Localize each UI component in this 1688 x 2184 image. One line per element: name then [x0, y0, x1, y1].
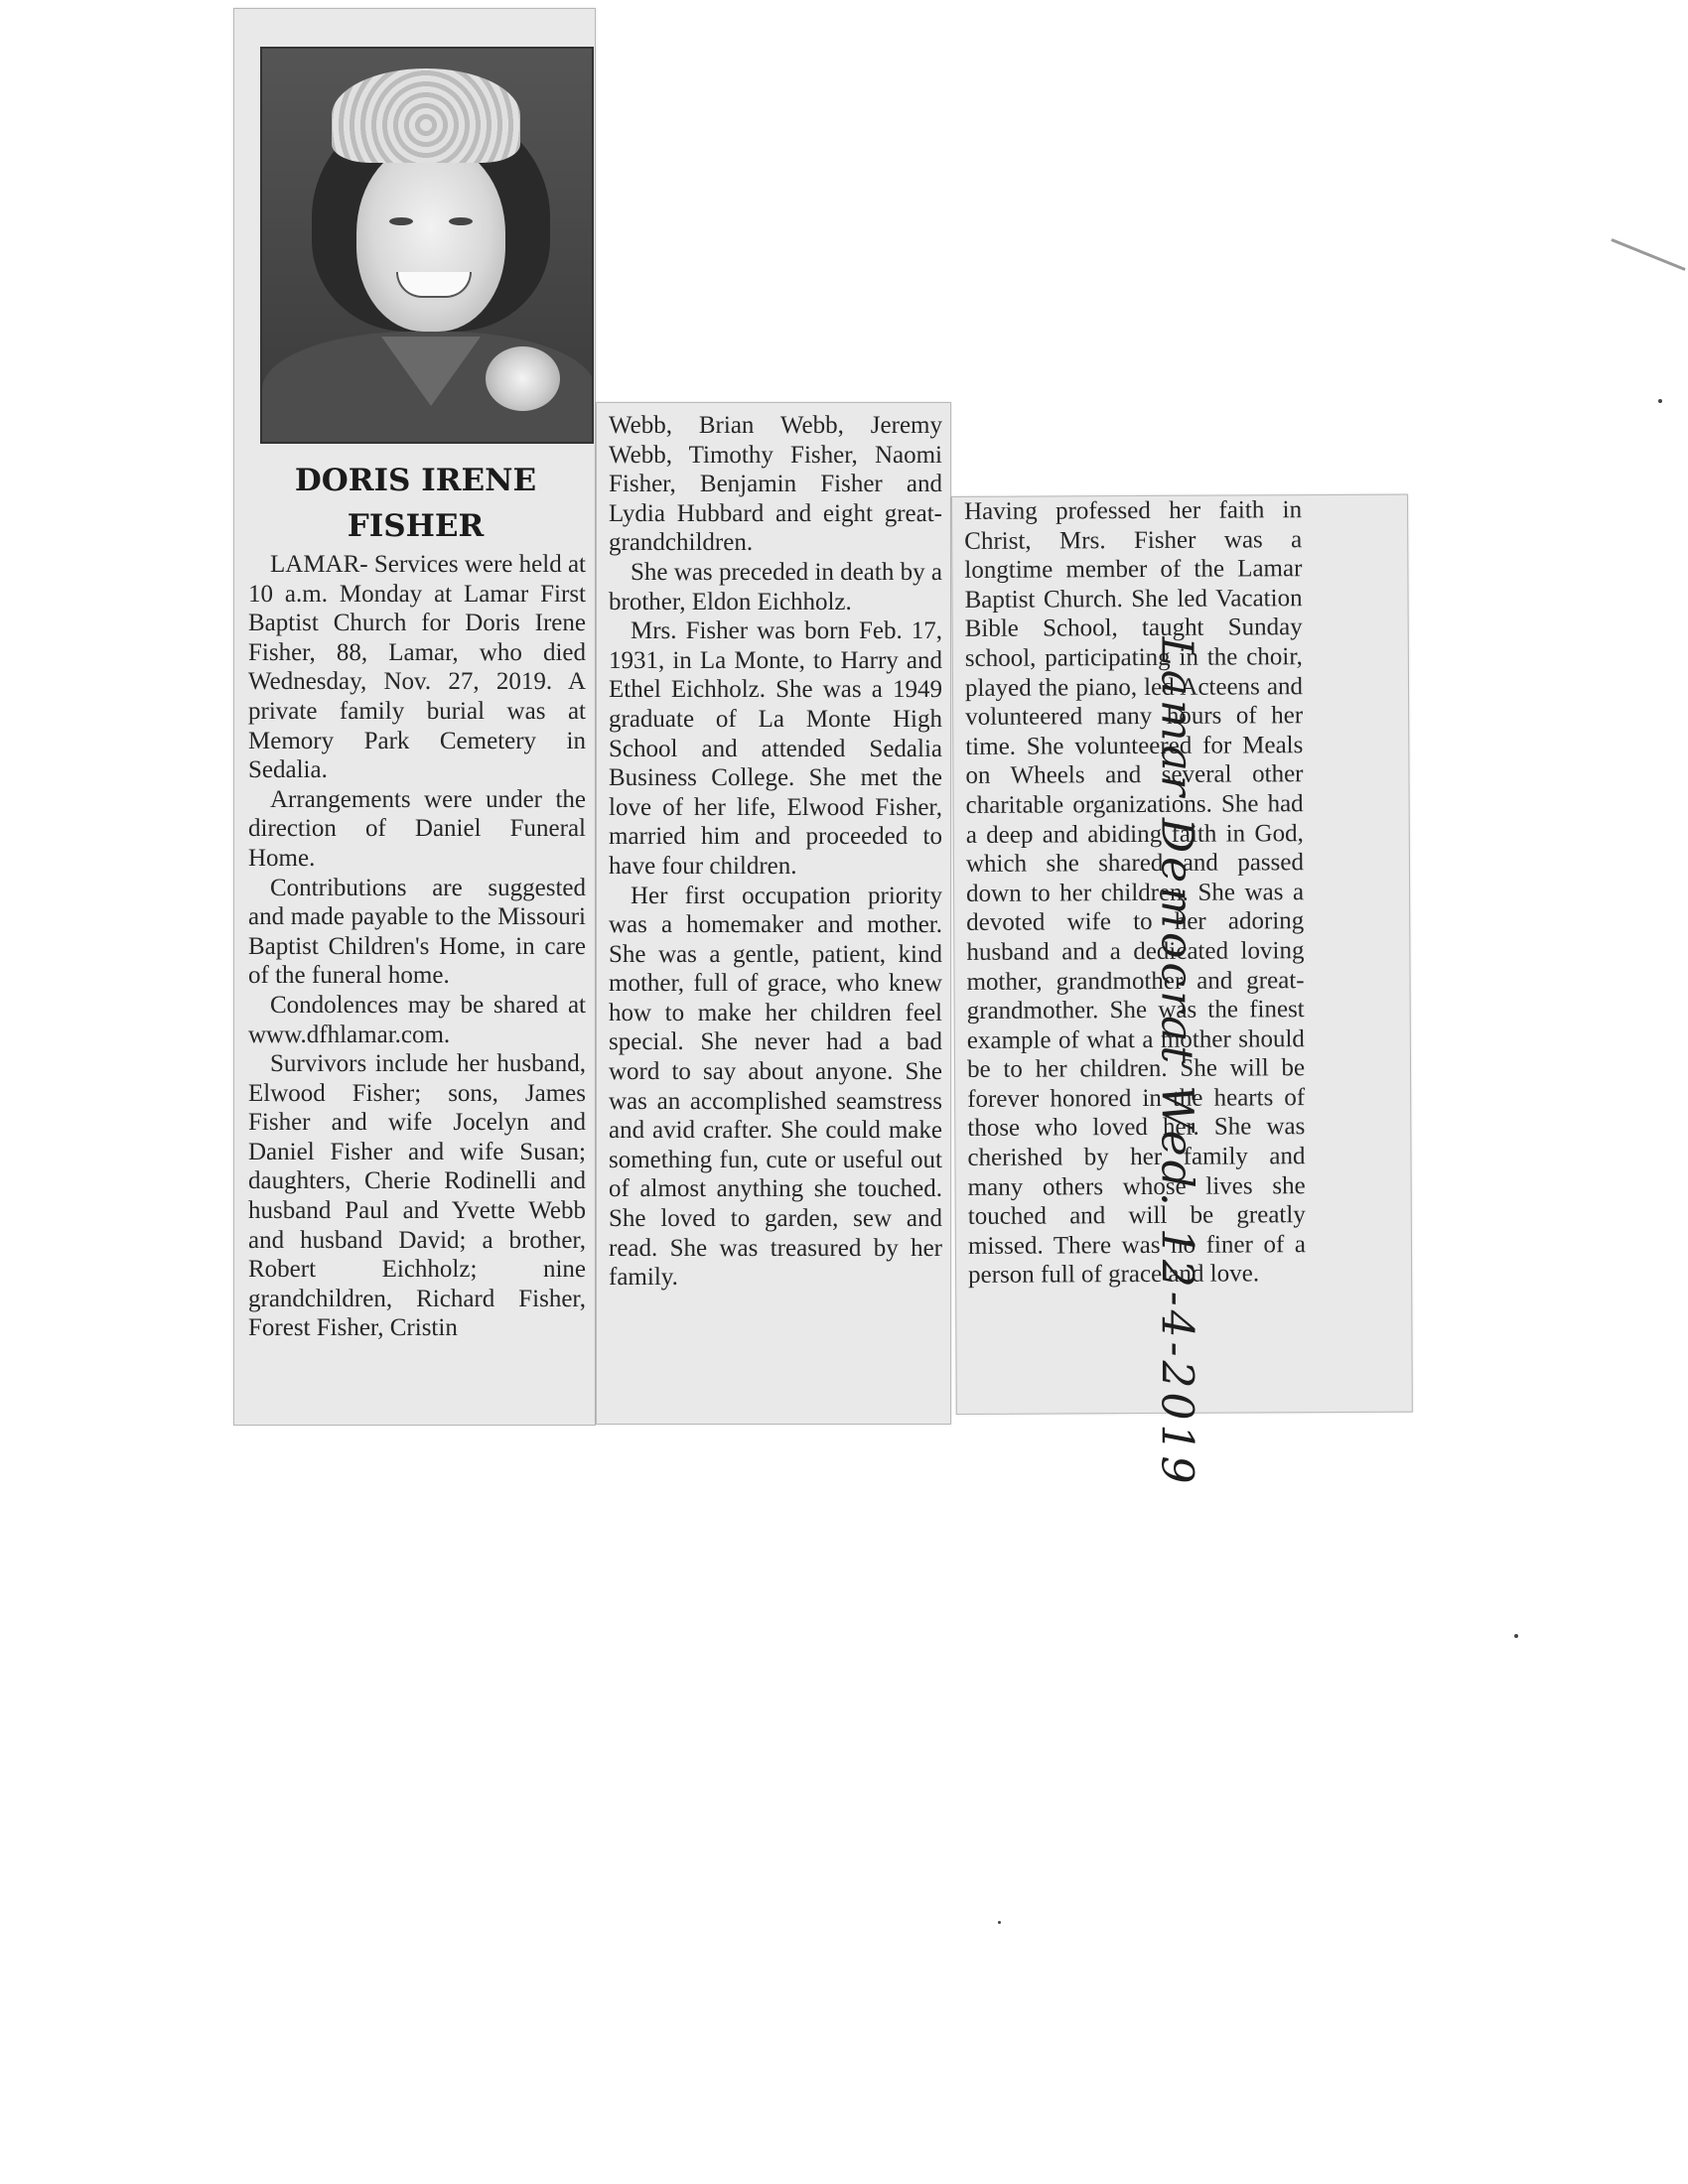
headline-line-1: DORIS IRENE [294, 463, 537, 498]
scan-mark [1611, 238, 1685, 271]
paragraph: Condolences may be shared at www.dfhlamar.com. [248, 991, 586, 1048]
handwritten-note: Lamar Democrat Wed. 12-4-2019 [1151, 636, 1202, 1488]
scan-speck [1658, 399, 1662, 403]
headline-line-2: FISHER [347, 508, 485, 544]
paragraph: Survivors include her husband, Elwood Fisher; sons, James Fisher and wife Jocelyn and Daniel Fisher and wife Susan; daughters, Cherie Rodinelli and husband Paul and Yvette Webb and husband David; a brother, Robert Eichholz; nine grandchildren, Richard Fisher, Forest Fisher, Cristin [248, 1050, 586, 1342]
paragraph: Webb, Brian Webb, Jeremy Webb, Timothy Fisher, Naomi Fisher, Benjamin Fisher and Lydia Hubbard and eight great-grandchildren. [609, 412, 942, 557]
paragraph: She was preceded in death by a brother, Eldon Eichholz. [609, 558, 942, 615]
corsage-flower [486, 346, 560, 411]
paragraph: Arrangements were under the direction of Daniel Funeral Home. [248, 785, 586, 872]
scan-speck [998, 1921, 1001, 1924]
scan-speck [1514, 1634, 1518, 1638]
paragraph: Mrs. Fisher was born Feb. 17, 1931, in La Monte, to Harry and Ethel Eichholz. She was a 1949 graduate of La Monte High School and attended Sedalia Business College. She met the love of her life, Elwood Fisher, married him and proceeded to have four children. [609, 617, 942, 880]
paragraph: Having professed her faith in Christ, Mrs. Fisher was a longtime member of the Lamar Baptist Church. She led Vacation Bible School, taught Sunday school, participating in the choir, played the piano, led Acteens and volunteered many hours of her time. She volunteered for Meals on Wheels and several other charitable organizations. She had a deep and abiding faith in God, which she shared and passed down to her children. She was a devoted wife to her adoring husband and a dedicated loving mother, grandmother and great-grandmother. She was the finest example of what a mother should be to her children. She will be forever honored in the hearts of those who loved her. She was cherished by her family and many others whose lives she touched and will be greatly missed. There was no finer of a person full of grace and love. [964, 496, 1307, 1290]
paragraph: Her first occupation priority was a homemaker and mother. She was a gentle, patient, kind mother, full of grace, who knew how to make her children feel special. She never had a bad word to say about anyone. She was an accomplished seamstress and avid crafter. She could make something fun, cute or useful out of almost anything she touched. She loved to garden, sew and read. She was treasured by her family. [609, 882, 942, 1292]
obituary-headline [244, 458, 587, 549]
paragraph: LAMAR- Services were held at 10 a.m. Monday at Lamar First Baptist Church for Doris Irene Fisher, 88, Lamar, who died Wednesday, Nov. 27, 2019. A private family burial was at Memory Park Cemetery in Sedalia. [248, 551, 586, 784]
paragraph: Contributions are suggested and made payable to the Missouri Baptist Children's Home, in care of the funeral home. [248, 874, 586, 990]
obituary-column-1 [248, 550, 586, 1343]
clipping-left [233, 8, 596, 1426]
portrait-photo [260, 47, 594, 444]
obituary-column-3 [964, 495, 1306, 1291]
obituary-column-2 [609, 411, 942, 1293]
clipping-middle [596, 402, 951, 1425]
